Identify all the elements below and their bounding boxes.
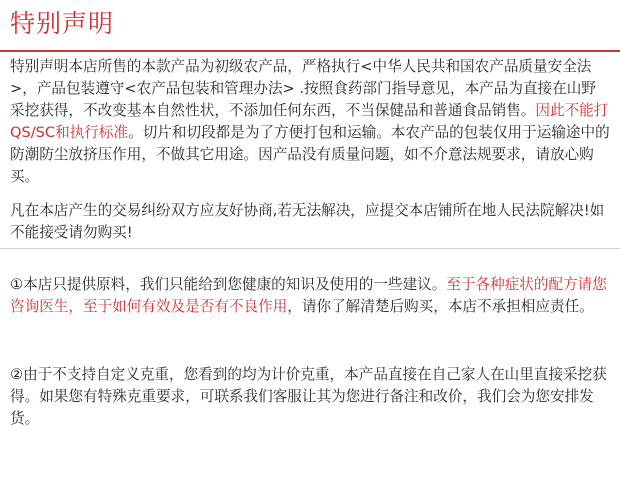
special-statement-paragraph (10, 56, 610, 188)
dispute-paragraph: 凡在本店产生的交易纠纷双方应友好协商,若无法解决，应提交本店铺所在地人民法院解决!如不能接受请勿购买! (10, 202, 605, 241)
note-1-text-2: ，请你了解清楚后购买，本店不承担相应责任。 (287, 298, 594, 315)
note-1-paragraph (10, 274, 610, 318)
note-1-highlight: 至于各种症状的配方请您咨询医生，至于如何有效及是否有不良作用 (10, 276, 607, 315)
section-divider (0, 248, 620, 249)
statement-text-1: 特别声明本店所售的本款产品为初级农产品，严格执行<中华人民共和国农产品质量安全法>，产品包装遵守<农产品包装和管理办法> .按照食药部门指导意见，本产品为直接在山野采挖获得，不改变基本自然性状，不添加任何东西，不当保健品和普通食品销售。 (10, 58, 596, 119)
note-2-paragraph: ②由于不支持自定义克重，您看到的均为计价克重，本产品直接在自己家人在山里直接采挖获得。如果您有特殊克重要求，可联系我们客服让其为您进行备注和改价，我们会为您安排发货。 (10, 366, 607, 427)
title-underline (0, 50, 620, 52)
note-1-text-1: ①本店只提供原料，我们只能给到您健康的知识及使用的一些建议。 (10, 276, 447, 293)
page-title: 特别声明 (10, 9, 115, 38)
statement-text-2: 。切片和切段都是为了方便打包和运输。本农产品的包装仅用于运输途中的防潮防尘放挤压作用，不做其它用途。因产品没有质量问题，如不介意法规要求，请放心购买。 (10, 124, 610, 185)
statement-highlight: 因此不能打QS/SC和执行标准 (10, 102, 609, 141)
